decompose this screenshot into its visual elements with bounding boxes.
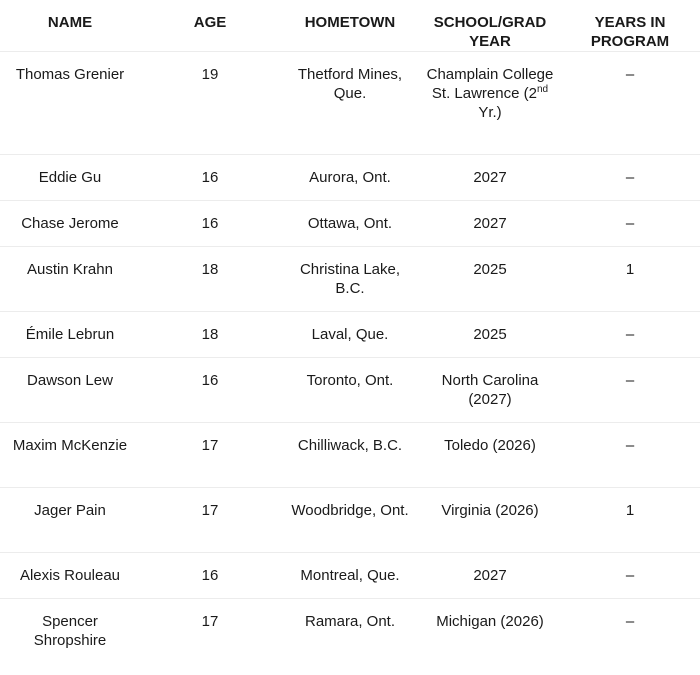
header-name: NAME — [0, 0, 140, 52]
cell-years: – — [560, 553, 700, 599]
table-row — [0, 312, 700, 358]
cell-hometown: Montreal, Que. — [280, 553, 420, 599]
cell-hometown: Toronto, Ont. — [280, 358, 420, 423]
cell-school: 2025 — [420, 247, 560, 312]
cell-age: 17 — [201, 613, 219, 630]
table-row — [0, 423, 700, 488]
cell-name: Maxim McKenzie — [0, 423, 140, 488]
cell-age: 16 — [140, 553, 280, 599]
cell-school-main: Champlain College St. Lawrence (2 — [426, 66, 554, 102]
cell-hometown: Thetford Mines, Que. — [280, 52, 420, 155]
cell-age: 16 — [140, 358, 280, 423]
cell-years: – — [560, 201, 700, 247]
cell-name: Austin Krahn — [0, 247, 140, 312]
cell-years: – — [560, 155, 700, 201]
cell-hometown: Chilliwack, B.C. — [280, 423, 420, 488]
cell-school: North Carolina (2027) — [420, 358, 560, 423]
table-row — [0, 488, 700, 553]
cell-hometown: Aurora, Ont. — [280, 155, 420, 201]
cell-age: 19 — [140, 52, 280, 155]
cell-age: 18 — [140, 247, 280, 312]
cell-years: – — [560, 312, 700, 358]
cell-age: 16 — [140, 201, 280, 247]
cell-name: Dawson Lew — [0, 358, 140, 423]
cell-school: Toledo (2026) — [420, 423, 560, 488]
cell-years: – — [625, 613, 635, 630]
header-school-grad-year: SCHOOL/GRAD YEAR — [420, 0, 560, 52]
table-row — [0, 201, 700, 247]
table-header — [0, 0, 700, 52]
cell-name: Spencer Shropshire — [33, 613, 107, 649]
table-row — [0, 247, 700, 312]
cell-age: 16 — [140, 155, 280, 201]
cell-school-tail: Yr.) — [478, 104, 502, 121]
cell-hometown: Ramara, Ont. — [304, 613, 396, 630]
header-years-in-program: YEARS IN PROGRAM — [560, 0, 700, 52]
cell-years: 1 — [560, 247, 700, 312]
cell-school: 2027 — [420, 553, 560, 599]
cell-name: Thomas Grenier — [0, 52, 140, 155]
cell-hometown: Woodbridge, Ont. — [280, 488, 420, 553]
cell-school: 2025 — [420, 312, 560, 358]
cell-name: Chase Jerome — [0, 201, 140, 247]
table-row — [0, 553, 700, 599]
cell-hometown: Laval, Que. — [280, 312, 420, 358]
cell-age: 18 — [140, 312, 280, 358]
header-row — [0, 0, 700, 52]
table-row — [0, 599, 700, 659]
table-body — [0, 52, 700, 659]
cell-school: 2027 — [420, 155, 560, 201]
cell-age: 17 — [140, 423, 280, 488]
cell-name: Alexis Rouleau — [0, 553, 140, 599]
cell-years: – — [560, 423, 700, 488]
cell-hometown: Ottawa, Ont. — [280, 201, 420, 247]
table-row — [0, 52, 700, 155]
table-row — [0, 155, 700, 201]
cell-years: – — [560, 358, 700, 423]
header-age: AGE — [140, 0, 280, 52]
cell-school — [420, 52, 560, 155]
table-row — [0, 358, 700, 423]
cell-name: Émile Lebrun — [0, 312, 140, 358]
cell-years: 1 — [560, 488, 700, 553]
cell-school: Michigan (2026) — [436, 613, 544, 630]
cell-name: Eddie Gu — [0, 155, 140, 201]
cell-age: 17 — [140, 488, 280, 553]
cell-school-ordinal: nd — [536, 84, 549, 95]
cell-hometown: Christina Lake, B.C. — [280, 247, 420, 312]
cell-name: Jager Pain — [0, 488, 140, 553]
cell-school: 2027 — [420, 201, 560, 247]
cell-years: – — [560, 52, 700, 155]
cell-school: Virginia (2026) — [420, 488, 560, 553]
header-hometown: HOMETOWN — [280, 0, 420, 52]
